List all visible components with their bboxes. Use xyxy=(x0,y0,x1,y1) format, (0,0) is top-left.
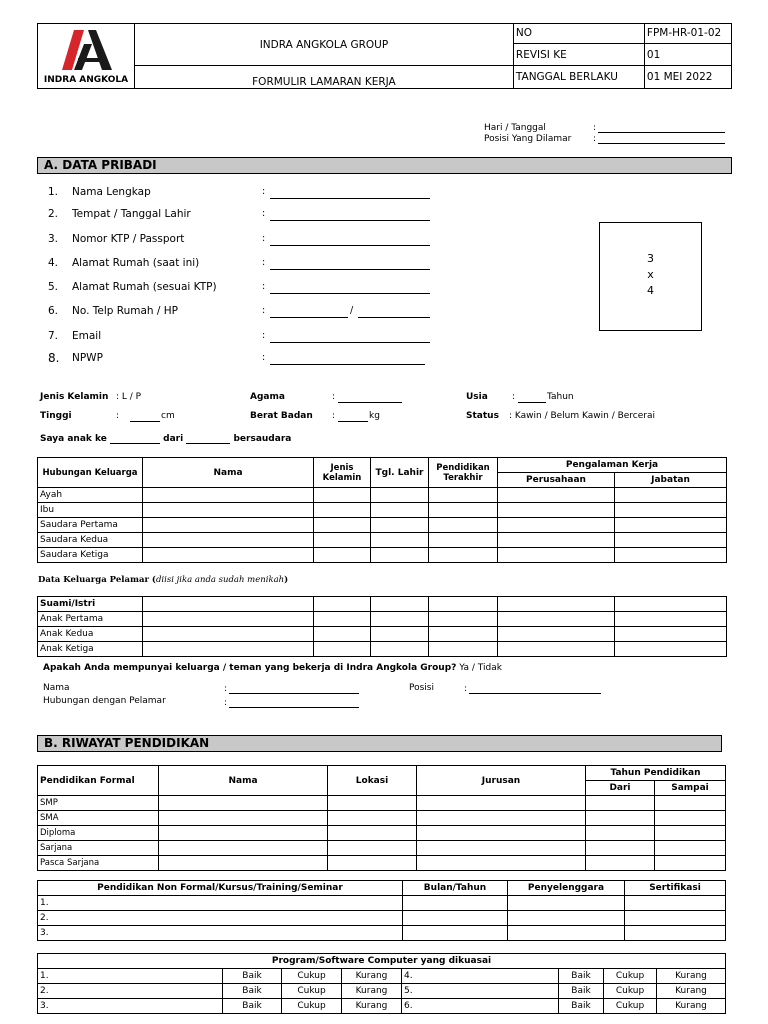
field-label: No. Telp Rumah / HP xyxy=(72,305,179,317)
row-label: Saudara Pertama xyxy=(38,518,143,533)
sep: : xyxy=(262,305,266,316)
relative-position-label: Posisi xyxy=(409,683,434,693)
table-row xyxy=(38,926,726,941)
field-label: Email xyxy=(72,330,102,342)
sibling-line xyxy=(40,434,291,444)
position-label: Posisi Yang Dilamar xyxy=(484,134,572,144)
level-poor[interactable]: Kurang xyxy=(657,999,726,1014)
meta-value: FPM-HR-01-02 xyxy=(644,24,731,44)
row-label: Anak Ketiga xyxy=(38,642,143,657)
indra-angkola-logo-icon xyxy=(38,26,134,74)
col-name: Nama xyxy=(143,458,314,488)
table-row xyxy=(38,642,727,657)
relative-name-input[interactable] xyxy=(229,683,359,694)
relative-name-label: Nama xyxy=(43,683,70,693)
software-item[interactable]: 6. xyxy=(402,999,559,1014)
software-item[interactable]: 1. xyxy=(38,969,223,984)
field-num: 8. xyxy=(48,351,60,365)
ktp-address-input[interactable] xyxy=(270,281,430,294)
table-row xyxy=(38,826,726,841)
form-header xyxy=(37,23,732,103)
photo-size-top: 3 xyxy=(647,252,654,265)
table-row xyxy=(38,548,727,563)
npwp-input[interactable] xyxy=(270,352,425,365)
table-row xyxy=(38,896,726,911)
sep: : xyxy=(262,352,266,363)
table-row xyxy=(38,796,726,811)
spouse-title-text: Data Keluarga Pelamar ( xyxy=(38,575,156,585)
row-label: Ibu xyxy=(38,503,143,518)
level-fair[interactable]: Cukup xyxy=(604,984,657,999)
age-unit: Tahun xyxy=(547,392,574,402)
logo-text: INDRA ANGKOLA xyxy=(43,75,129,85)
col-work-experience: Pengalaman Kerja xyxy=(498,458,727,473)
relative-relation-input[interactable] xyxy=(229,697,359,708)
position-input[interactable] xyxy=(598,133,725,144)
gender-value: : L / P xyxy=(116,392,142,402)
row-label: Sarjana xyxy=(38,841,159,856)
table-row xyxy=(38,488,727,503)
field-num: 4. xyxy=(48,257,59,269)
level-poor[interactable]: Kurang xyxy=(657,969,726,984)
sep: : xyxy=(262,233,266,244)
sep: : xyxy=(262,257,266,268)
col-name: Nama xyxy=(159,766,328,796)
field-label: Alamat Rumah (saat ini) xyxy=(72,257,200,269)
birth-place-date-input[interactable] xyxy=(270,208,430,221)
meta-value: 01 MEI 2022 xyxy=(644,66,731,89)
row-label: Saudara Ketiga xyxy=(38,548,143,563)
logo-cell xyxy=(38,24,135,89)
weight-unit: kg xyxy=(369,411,380,421)
field-label: Nomor KTP / Passport xyxy=(72,233,185,245)
status-value: : Kawin / Belum Kawin / Bercerai xyxy=(509,411,656,421)
table-row xyxy=(38,984,726,999)
relatives-question xyxy=(43,663,502,673)
relative-position-input[interactable] xyxy=(469,683,601,694)
table-row xyxy=(38,811,726,826)
level-poor[interactable]: Kurang xyxy=(342,999,402,1014)
level-fair[interactable]: Cukup xyxy=(282,984,342,999)
relative-name-sep: : xyxy=(224,684,228,694)
photo-size-mid: x xyxy=(647,268,654,281)
religion-label: Agama xyxy=(250,392,285,402)
field-num: 7. xyxy=(48,330,59,342)
table-row xyxy=(38,841,726,856)
row-label: Pasca Sarjana xyxy=(38,856,159,871)
meta-value: 01 xyxy=(644,43,731,66)
field-num: 5. xyxy=(48,281,59,293)
col-to: Sampai xyxy=(655,781,726,796)
current-address-input[interactable] xyxy=(270,257,430,270)
col-from: Dari xyxy=(586,781,655,796)
col-education: Pendidikan Terakhir xyxy=(429,458,498,488)
question-answer[interactable]: Ya / Tidak xyxy=(459,663,502,673)
meta-label: REVISI KE xyxy=(513,43,644,66)
height-input[interactable] xyxy=(130,411,160,422)
date-label: Hari / Tanggal xyxy=(484,123,546,133)
software-item[interactable]: 4. xyxy=(402,969,559,984)
col-formal-education: Pendidikan Formal xyxy=(38,766,159,796)
row-label: Anak Kedua xyxy=(38,627,143,642)
col-dob: Tgl. Lahir xyxy=(371,458,429,488)
level-fair[interactable]: Cukup xyxy=(282,969,342,984)
software-table xyxy=(37,953,726,1014)
row-label[interactable]: 2. xyxy=(38,911,403,926)
gender-label: Jenis Kelamin xyxy=(40,392,109,402)
level-good[interactable]: Baik xyxy=(223,999,282,1014)
field-label: NPWP xyxy=(72,352,103,364)
table-row xyxy=(38,969,726,984)
col-relation: Hubungan Keluarga xyxy=(38,458,143,488)
relative-relation-label: Hubungan dengan Pelamar xyxy=(43,696,166,706)
table-row xyxy=(38,627,727,642)
row-label: Saudara Kedua xyxy=(38,533,143,548)
col-gender: Jenis Kelamin xyxy=(314,458,371,488)
col-organizer: Penyelenggara xyxy=(508,881,625,896)
full-name-input[interactable] xyxy=(270,186,430,199)
status-label: Status xyxy=(466,411,499,421)
level-poor[interactable]: Kurang xyxy=(342,984,402,999)
level-good[interactable]: Baik xyxy=(223,969,282,984)
col-course: Pendidikan Non Formal/Kursus/Training/Seminar xyxy=(38,881,403,896)
level-poor[interactable]: Kurang xyxy=(657,984,726,999)
meta-label: TANGGAL BERLAKU xyxy=(513,66,644,89)
mobile-phone-input[interactable] xyxy=(358,305,430,318)
sibling-count-input[interactable] xyxy=(186,434,230,444)
company-name: INDRA ANGKOLA GROUP xyxy=(135,24,514,66)
row-label: Diploma xyxy=(38,826,159,841)
position-sep: : xyxy=(593,134,597,144)
photo-box[interactable] xyxy=(599,222,702,331)
field-label: Nama Lengkap xyxy=(72,186,151,198)
software-title: Program/Software Computer yang dikuasai xyxy=(38,954,726,969)
sep: : xyxy=(262,330,266,341)
family-table xyxy=(37,457,727,563)
table-row xyxy=(38,856,726,871)
field-label: Alamat Rumah (sesuai KTP) xyxy=(72,281,217,293)
child-order-input[interactable] xyxy=(110,434,160,444)
level-good[interactable]: Baik xyxy=(559,984,604,999)
row-label: SMA xyxy=(38,811,159,826)
date-input[interactable] xyxy=(598,122,725,133)
col-certificate: Sertifikasi xyxy=(625,881,726,896)
meta-label: NO xyxy=(513,24,644,44)
spouse-title-end: ) xyxy=(284,575,289,585)
sibling-text: dari xyxy=(163,434,184,444)
age-input[interactable] xyxy=(518,392,546,403)
level-fair[interactable]: Cukup xyxy=(604,999,657,1014)
table-row xyxy=(38,503,727,518)
software-item[interactable]: 2. xyxy=(38,984,223,999)
table-row xyxy=(38,533,727,548)
weight-label: Berat Badan xyxy=(250,411,313,421)
table-row xyxy=(38,612,727,627)
form-title: FORMULIR LAMARAN KERJA xyxy=(135,66,514,89)
table-row xyxy=(38,518,727,533)
relative-position-sep: : xyxy=(464,684,468,694)
height-unit: cm xyxy=(161,411,175,421)
field-num: 1. xyxy=(48,186,59,198)
age-label: Usia xyxy=(466,392,488,402)
sibling-text: bersaudara xyxy=(233,434,292,444)
row-label[interactable]: 1. xyxy=(38,896,403,911)
row-label: Ayah xyxy=(38,488,143,503)
col-major: Jurusan xyxy=(417,766,586,796)
level-poor[interactable]: Kurang xyxy=(342,969,402,984)
spouse-table xyxy=(37,596,727,657)
table-row xyxy=(38,597,727,612)
email-input[interactable] xyxy=(270,330,430,343)
level-fair[interactable]: Cukup xyxy=(282,999,342,1014)
field-num: 3. xyxy=(48,233,59,245)
education-table xyxy=(37,765,726,871)
table-row xyxy=(38,999,726,1014)
row-label[interactable]: 3. xyxy=(38,926,403,941)
level-good[interactable]: Baik xyxy=(559,999,604,1014)
col-location: Lokasi xyxy=(328,766,417,796)
height-label: Tinggi xyxy=(40,411,72,421)
id-number-input[interactable] xyxy=(270,233,430,246)
section-b-title: B. RIWAYAT PENDIDIKAN xyxy=(37,735,722,752)
software-item[interactable]: 5. xyxy=(402,984,559,999)
relative-relation-sep: : xyxy=(224,698,228,708)
sep: : xyxy=(262,208,266,219)
spouse-title xyxy=(38,575,288,585)
field-num: 2. xyxy=(48,208,59,220)
weight-sep: : xyxy=(332,411,336,421)
height-sep: : xyxy=(116,411,120,421)
nonformal-table xyxy=(37,880,726,941)
col-education-years: Tahun Pendidikan xyxy=(586,766,726,781)
photo-size-bottom: 4 xyxy=(647,284,654,297)
col-position: Jabatan xyxy=(615,473,727,488)
level-fair[interactable]: Cukup xyxy=(604,969,657,984)
weight-input[interactable] xyxy=(338,411,368,422)
home-phone-input[interactable] xyxy=(270,305,348,318)
religion-input[interactable] xyxy=(338,392,402,403)
sep: : xyxy=(262,281,266,292)
field-label: Tempat / Tanggal Lahir xyxy=(72,208,191,220)
religion-sep: : xyxy=(332,392,336,402)
spouse-title-note: diisi jika anda sudah menikah xyxy=(155,575,285,585)
level-good[interactable]: Baik xyxy=(559,969,604,984)
sep: : xyxy=(262,186,266,197)
date-sep: : xyxy=(593,123,597,133)
field-num: 6. xyxy=(48,305,59,317)
row-label: Suami/Istri xyxy=(38,597,143,612)
row-label: Anak Pertama xyxy=(38,612,143,627)
table-row xyxy=(38,911,726,926)
row-label: SMP xyxy=(38,796,159,811)
col-company: Perusahaan xyxy=(498,473,615,488)
col-month-year: Bulan/Tahun xyxy=(403,881,508,896)
level-good[interactable]: Baik xyxy=(223,984,282,999)
question-text: Apakah Anda mempunyai keluarga / teman yang bekerja di Indra Angkola Group? xyxy=(43,663,457,673)
sibling-text: Saya anak ke xyxy=(40,434,107,444)
software-item[interactable]: 3. xyxy=(38,999,223,1014)
phone-sep: / xyxy=(350,305,354,316)
age-sep: : xyxy=(512,392,516,402)
section-a-title: A. DATA PRIBADI xyxy=(37,157,732,174)
